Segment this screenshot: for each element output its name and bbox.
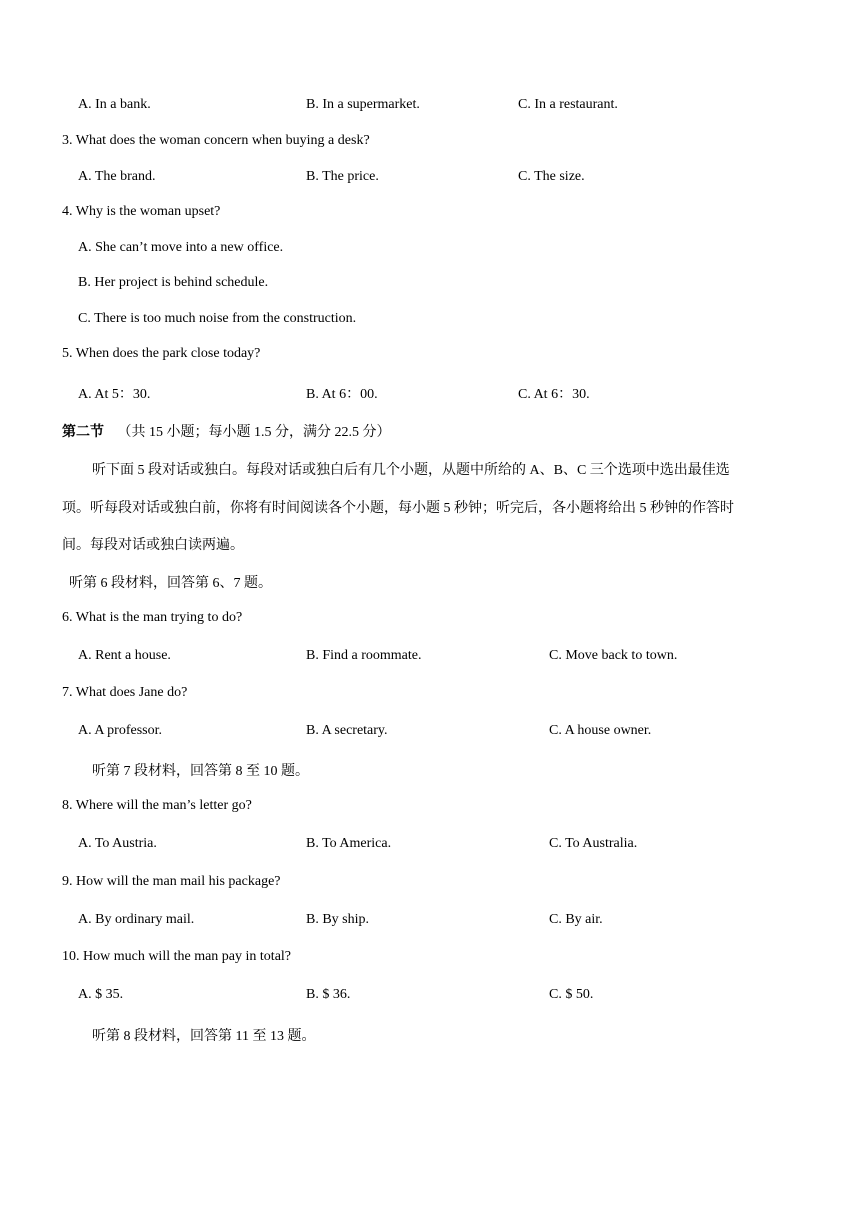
- material-8-note: 听第 8 段材料，回答第 11 至 13 题。: [92, 1029, 316, 1044]
- q10-option-c: C. $ 50.: [549, 987, 594, 1002]
- q8-question: 8. Where will the man’s letter go?: [62, 798, 252, 813]
- instructions-line-2: 项。听每段对话或独白前，你将有时间阅读各个小题，每小题 5 秒钟；听完后，各小题将给出 5 秒钟的作答时: [62, 501, 734, 516]
- q2-option-b: B. In a supermarket.: [306, 97, 420, 112]
- q9-question: 9. How will the man mail his package?: [62, 874, 281, 889]
- q6-option-a: A. Rent a house.: [78, 648, 171, 663]
- q5-option-b: B. At 6：00.: [306, 387, 378, 402]
- q9-option-b: B. By ship.: [306, 912, 370, 927]
- q4-question: 4. Why is the woman upset?: [62, 204, 221, 219]
- q6-option-b: B. Find a roommate.: [306, 648, 422, 663]
- q9-option-a: A. By ordinary mail.: [78, 912, 195, 927]
- section-title: 第二节: [62, 425, 104, 440]
- q4-option-c: C. There is too much noise from the construction.: [78, 311, 357, 326]
- q7-option-c: C. A house owner.: [549, 723, 652, 738]
- material-6-note: 听第 6 段材料，回答第 6、7 题。: [69, 576, 272, 591]
- q6-question: 6. What is the man trying to do?: [62, 610, 243, 625]
- q3-option-c: C. The size.: [518, 169, 585, 184]
- q9-option-c: C. By air.: [549, 912, 603, 927]
- q8-option-b: B. To America.: [306, 836, 392, 851]
- instructions-line-1: 听下面 5 段对话或独白。每段对话或独白后有几个小题，从题中所给的 A、B、C 三个选项中选出最佳选: [92, 463, 730, 478]
- q10-option-b: B. $ 36.: [306, 987, 351, 1002]
- q10-option-a: A. $ 35.: [78, 987, 124, 1002]
- q5-question: 5. When does the park close today?: [62, 346, 261, 361]
- q4-option-a: A. She can’t move into a new office.: [78, 240, 284, 255]
- q2-option-c: C. In a restaurant.: [518, 97, 618, 112]
- q7-question: 7. What does Jane do?: [62, 685, 188, 700]
- section-subtitle: （共 15 小题；每小题 1.5 分，满分 22.5 分）: [117, 425, 391, 440]
- q5-option-a: A. At 5：30.: [78, 387, 151, 402]
- instructions-line-3: 间。每段对话或独白读两遍。: [62, 538, 244, 553]
- q4-option-b: B. Her project is behind schedule.: [78, 275, 269, 290]
- q8-option-c: C. To Australia.: [549, 836, 638, 851]
- q8-option-a: A. To Austria.: [78, 836, 157, 851]
- section-heading: [62, 421, 391, 441]
- material-7-note: 听第 7 段材料，回答第 8 至 10 题。: [92, 764, 309, 779]
- q3-option-b: B. The price.: [306, 169, 379, 184]
- q3-question: 3. What does the woman concern when buying a desk?: [62, 133, 370, 148]
- q5-option-c: C. At 6：30.: [518, 387, 590, 402]
- q10-question: 10. How much will the man pay in total?: [62, 949, 292, 964]
- q7-option-b: B. A secretary.: [306, 723, 388, 738]
- q6-option-c: C. Move back to town.: [549, 648, 678, 663]
- q3-option-a: A. The brand.: [78, 169, 156, 184]
- q2-option-a: A. In a bank.: [78, 97, 151, 112]
- q7-option-a: A. A professor.: [78, 723, 162, 738]
